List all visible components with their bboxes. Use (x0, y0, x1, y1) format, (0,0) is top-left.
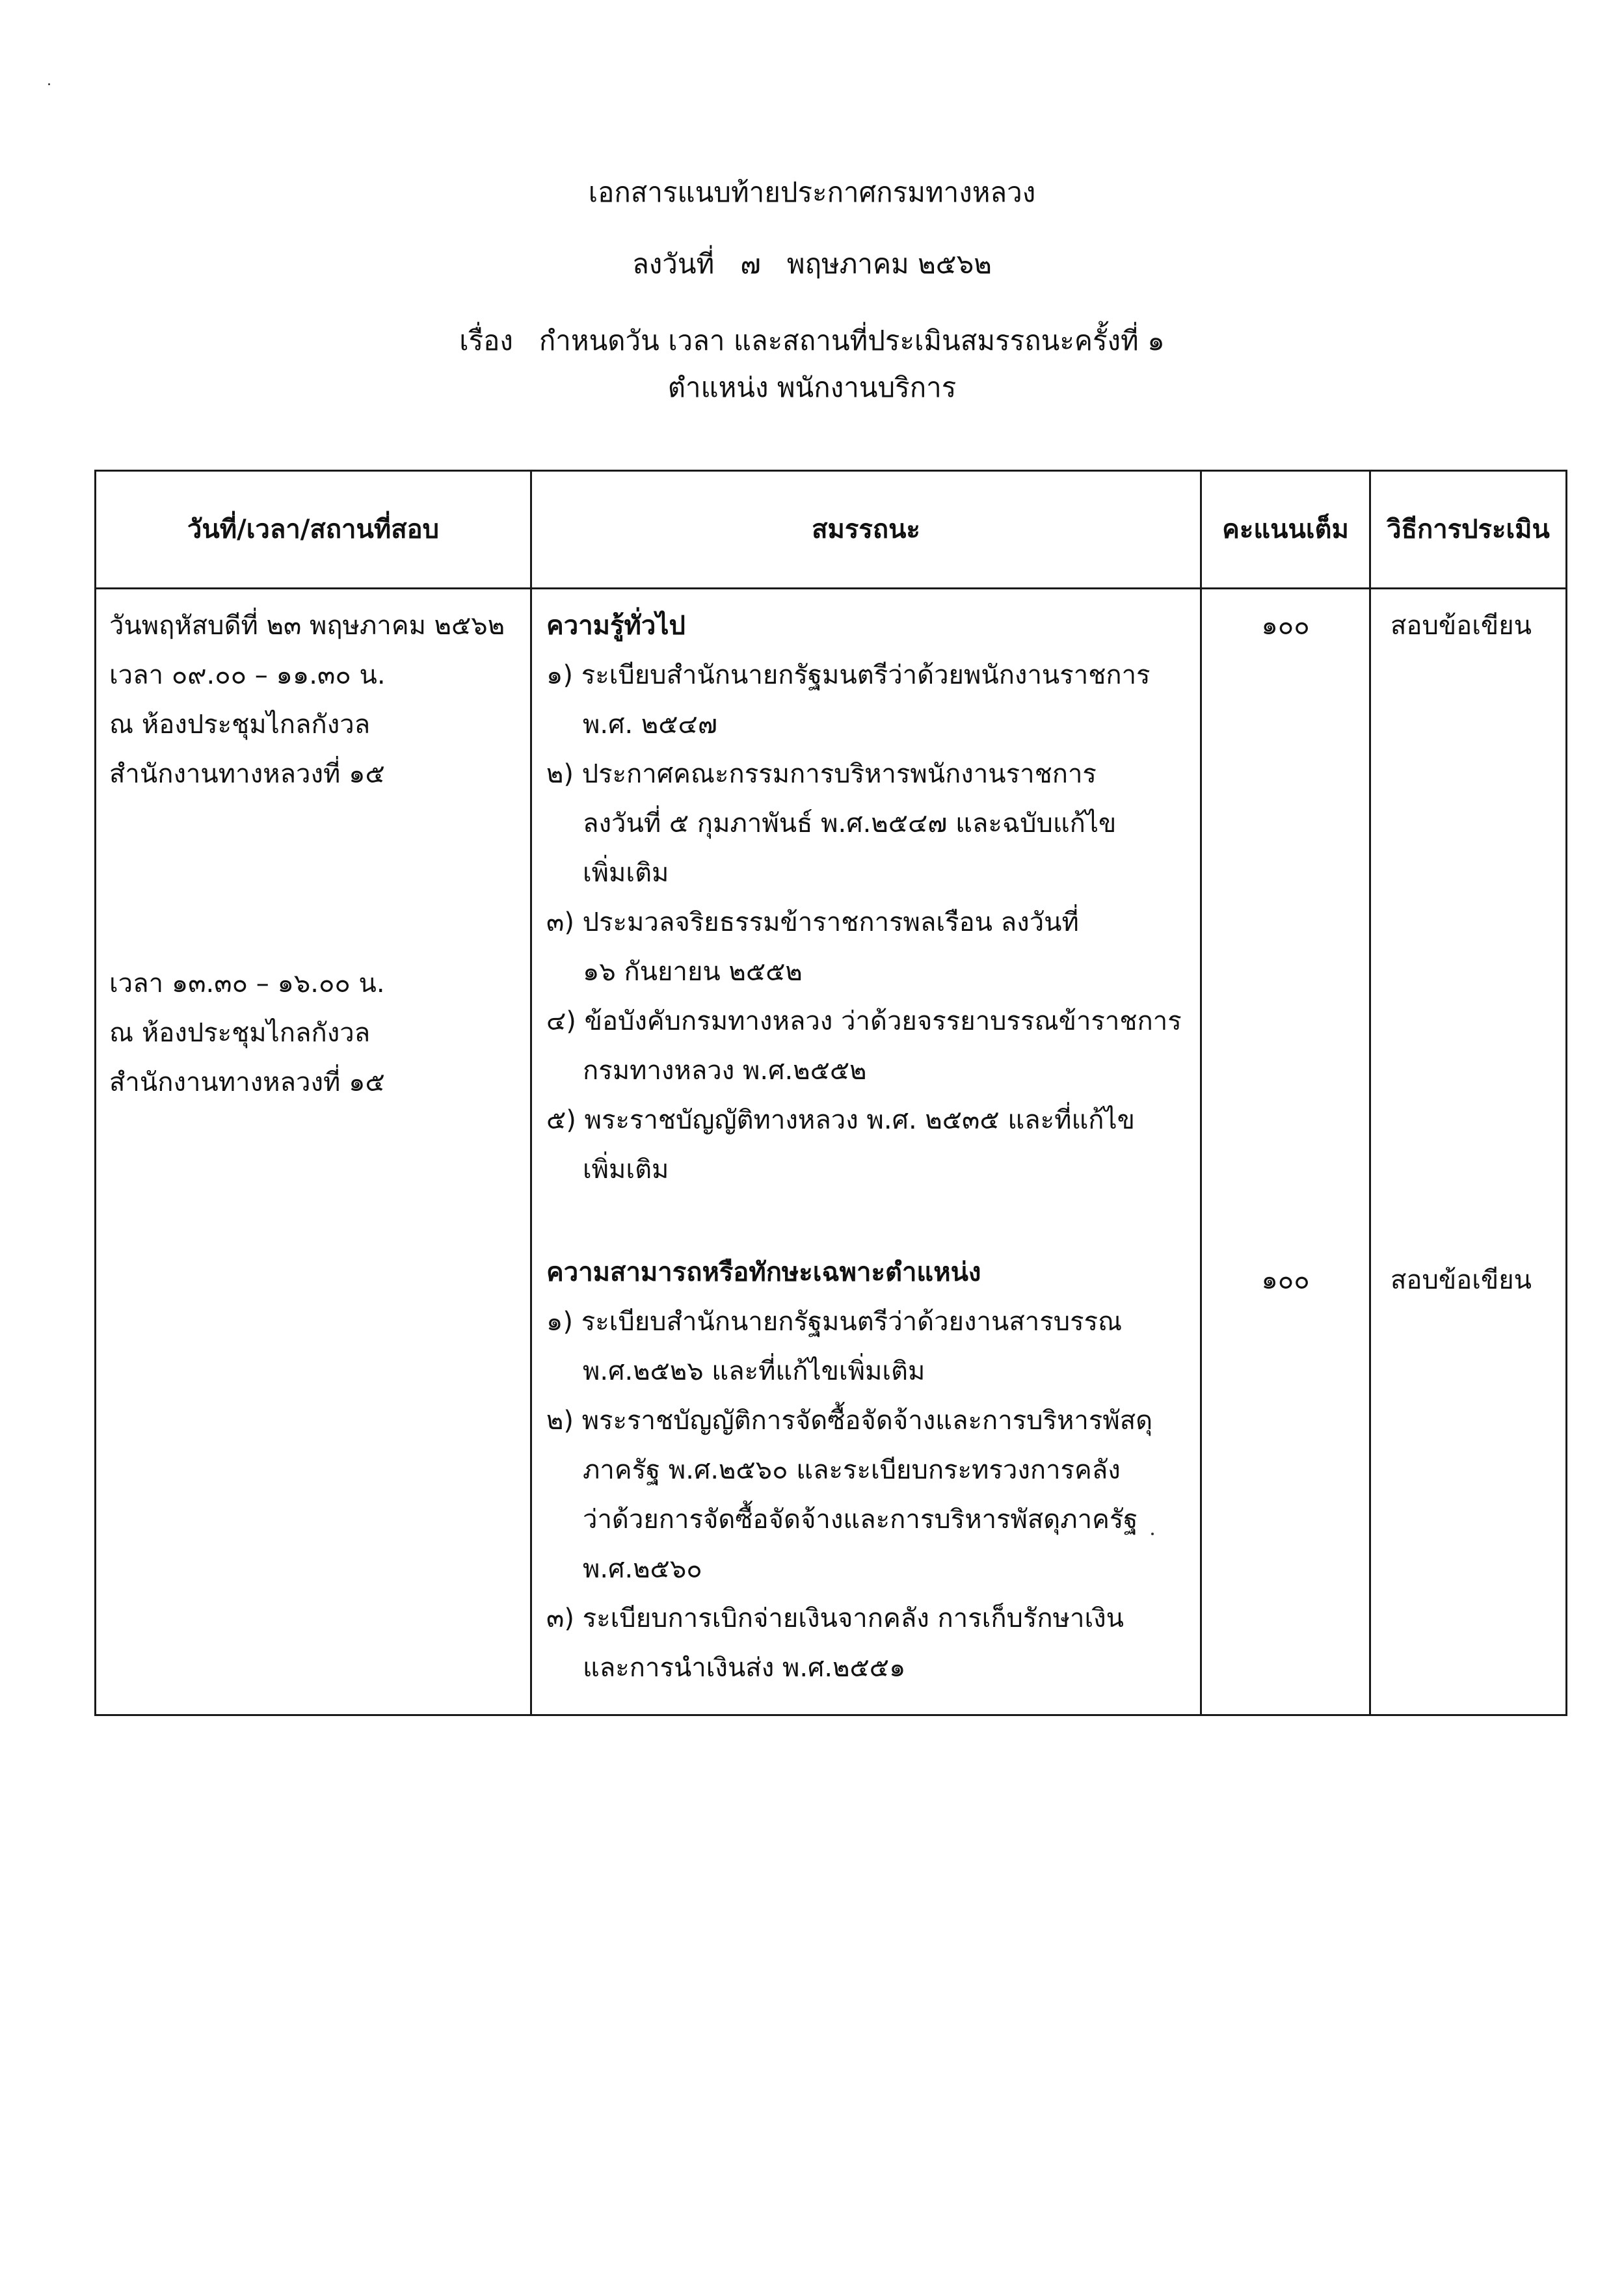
assessment-method: สอบข้อเขียน (1391, 611, 1532, 641)
header-method: วิธีการประเมิน (1370, 471, 1567, 589)
assessment-method: สอบข้อเขียน (1391, 1265, 1532, 1295)
item-line: ๕) พระราชบัญญัติทางหลวง พ.ศ. ๒๕๓๕ และที่แก้ไข (546, 1105, 1135, 1135)
method-cell (1370, 589, 1567, 1715)
competency-item (546, 1594, 1200, 1693)
competency-item (546, 997, 1200, 1095)
date-line: ณ ห้องประชุมไกลกังวล (109, 1018, 371, 1048)
item-line: และการนำเงินส่ง พ.ศ.๒๕๕๑ (583, 1653, 906, 1683)
subject-text: กำหนดวัน เวลา และสถานที่ประเมินสมรรถนะครั้งที่ ๑ (539, 325, 1165, 356)
competency-cell (531, 589, 1201, 1715)
date-block-2 (96, 947, 530, 1107)
item-line: ๒) พระราชบัญญัติการจัดซื้อจัดจ้างและการบริหารพัสดุ (546, 1406, 1153, 1436)
item-line: ๓) ระเบียบการเบิกจ่ายเงินจากคลัง การเก็บรักษาเงิน (546, 1604, 1125, 1633)
competency-block-2 (532, 1236, 1200, 1693)
date-day: ๗ (740, 248, 761, 280)
competency-item (546, 749, 1200, 898)
full-score: ๑๐๐ (1261, 611, 1310, 641)
competency-block-1 (532, 589, 1200, 1194)
item-line: พ.ศ.๒๕๖๐ (583, 1554, 702, 1584)
item-line: เพิ่มเติม (583, 858, 669, 888)
date-line: สำนักงานทางหลวงที่ ๑๕ (109, 1067, 385, 1097)
date-line: เวลา ๐๙.๐๐ – ๑๑.๓๐ น. (109, 660, 386, 690)
competency-item (546, 1297, 1200, 1396)
date-block-1 (96, 589, 530, 799)
doc-date-line (0, 246, 1624, 282)
full-score: ๑๐๐ (1261, 1265, 1310, 1295)
date-month-year: พฤษภาคม ๒๕๖๒ (786, 248, 992, 280)
scan-speck (48, 83, 50, 85)
date-prefix: ลงวันที่ (632, 248, 715, 280)
item-line: พ.ศ.๒๕๒๖ และที่แก้ไขเพิ่มเติม (583, 1356, 925, 1386)
header-score: คะแนนเต็ม (1201, 471, 1370, 589)
header-date: วันที่/เวลา/สถานที่สอบ (96, 471, 531, 589)
item-line: ๒) ประกาศคณะกรรมการบริหารพนักงานราชการ (546, 759, 1097, 789)
date-line: วันพฤหัสบดีที่ ๒๓ พฤษภาคม ๒๕๖๒ (109, 611, 505, 641)
item-line: ๑) ระเบียบสำนักนายกรัฐมนตรีว่าด้วยพนักงานราชการ (546, 660, 1151, 690)
competency-title: ความรู้ทั่วไป (546, 611, 686, 641)
item-line: พ.ศ. ๒๕๔๗ (583, 710, 717, 740)
doc-title: เอกสารแนบท้ายประกาศกรมทางหลวง (588, 176, 1036, 208)
item-line: ๑๖ กันยายน ๒๕๕๒ (583, 957, 803, 987)
item-line: ว่าด้วยการจัดซื้อจัดจ้างและการบริหารพัสดุภาครัฐ (583, 1505, 1138, 1535)
date-line: เวลา ๑๓.๓๐ – ๑๖.๐๐ น. (109, 969, 385, 999)
doc-position-line: ตำแหน่ง พนักงานบริการ (667, 371, 957, 403)
competency-title: ความสามารถหรือทักษะเฉพาะตำแหน่ง (546, 1257, 981, 1287)
header-competency: สมรรถนะ (531, 471, 1201, 589)
item-line: ๓) ประมวลจริยธรรมข้าราชการพลเรือน ลงวันที่ (546, 907, 1079, 937)
date-line: ณ ห้องประชุมไกลกังวล (109, 710, 371, 740)
item-line: ๑) ระเบียบสำนักนายกรัฐมนตรีว่าด้วยงานสารบรรณ (546, 1307, 1123, 1337)
schedule-table (94, 470, 1567, 1716)
score-cell (1201, 589, 1370, 1715)
item-line: ภาครัฐ พ.ศ.๒๕๖๐ และระเบียบกระทรวงการคลัง (583, 1455, 1121, 1485)
table-row (96, 589, 1567, 1715)
competency-item (546, 898, 1200, 997)
table-header-row (96, 471, 1567, 589)
item-line: เพิ่มเติม (583, 1155, 669, 1185)
date-cell (96, 589, 531, 1715)
doc-subject-line (0, 323, 1624, 359)
item-line: ๔) ข้อบังคับกรมทางหลวง ว่าด้วยจรรยาบรรณข้าราชการ (546, 1006, 1182, 1036)
competency-item (546, 651, 1200, 749)
subject-prefix: เรื่อง (459, 325, 513, 356)
date-line: สำนักงานทางหลวงที่ ๑๕ (109, 759, 385, 789)
item-line: กรมทางหลวง พ.ศ.๒๕๕๒ (583, 1056, 867, 1086)
item-line: ลงวันที่ ๕ กุมภาพันธ์ พ.ศ.๒๕๔๗ และฉบับแก้ไข (583, 809, 1117, 839)
scan-speck (1151, 1533, 1154, 1535)
competency-item (546, 1095, 1200, 1194)
competency-item (546, 1396, 1200, 1594)
